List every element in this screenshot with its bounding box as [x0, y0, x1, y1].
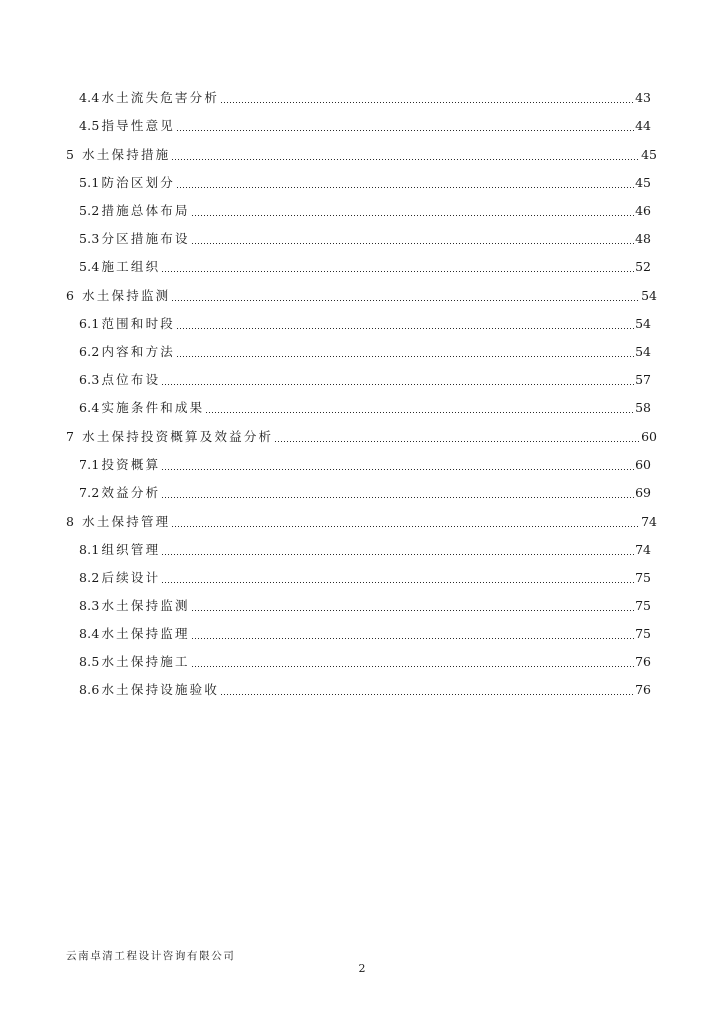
toc-page-number: 60 [641, 429, 657, 444]
toc-title: 指导性意见 [101, 118, 175, 133]
toc-entry-8-6[interactable] [79, 680, 651, 700]
toc-title: 施工组织 [101, 259, 161, 274]
toc-entry-8-2[interactable] [79, 568, 651, 588]
toc-entry-5-4[interactable] [79, 257, 651, 277]
toc-dot-leader [191, 638, 634, 639]
toc-number: 7 [66, 429, 75, 444]
toc-entry-6[interactable] [66, 286, 657, 306]
toc-title: 点位布设 [101, 372, 161, 387]
toc-number: 6 [66, 288, 75, 303]
toc-title: 措施总体布局 [101, 203, 190, 218]
toc-title: 范围和时段 [101, 316, 175, 331]
toc-page-number: 74 [641, 514, 657, 529]
toc-title: 水土流失危害分析 [101, 90, 220, 105]
toc-page-number: 45 [635, 175, 651, 190]
toc-number: 4.5 [79, 118, 100, 133]
toc-dot-leader [274, 441, 640, 442]
toc-page-number: 76 [635, 654, 651, 669]
toc-title: 水土保持监理 [101, 626, 190, 641]
toc-page-number: 57 [635, 372, 651, 387]
toc-entry-7-1[interactable] [79, 455, 651, 475]
toc-dot-leader [191, 666, 634, 667]
toc-dot-leader [161, 554, 634, 555]
toc-entry-6-1[interactable] [79, 314, 651, 334]
toc-number: 6.4 [79, 400, 100, 415]
toc-number: 8.2 [79, 570, 100, 585]
toc-entry-6-4[interactable] [79, 398, 651, 418]
toc-number: 5.2 [79, 203, 100, 218]
footer-company-name: 云南卓清工程设计咨询有限公司 [66, 950, 236, 962]
toc-dot-leader [220, 694, 634, 695]
toc-number: 8.6 [79, 682, 100, 697]
page-number: 2 [358, 962, 366, 975]
toc-title: 水土保持措施 [82, 147, 171, 162]
toc-number: 8.3 [79, 598, 100, 613]
toc-entry-7[interactable] [66, 427, 657, 447]
toc-number: 8.5 [79, 654, 100, 669]
toc-page-number: 54 [635, 316, 651, 331]
toc-number: 8 [66, 514, 75, 529]
toc-title: 效益分析 [101, 485, 161, 500]
toc-dot-leader [205, 412, 634, 413]
toc-entry-6-3[interactable] [79, 370, 651, 390]
toc-number: 5 [66, 147, 75, 162]
toc-title: 水土保持施工 [101, 654, 190, 669]
toc-number: 7.2 [79, 485, 100, 500]
toc-title: 分区措施布设 [101, 231, 190, 246]
toc-dot-leader [161, 469, 634, 470]
toc-title: 组织管理 [101, 542, 161, 557]
toc-title: 水土保持投资概算及效益分析 [82, 429, 274, 444]
toc-page-number: 75 [635, 570, 651, 585]
toc-dot-leader [161, 271, 634, 272]
toc-dot-leader [176, 187, 634, 188]
toc-dot-leader [171, 159, 640, 160]
toc-dot-leader [161, 582, 634, 583]
toc-dot-leader [191, 610, 634, 611]
toc-dot-leader [171, 300, 640, 301]
toc-title: 内容和方法 [101, 344, 175, 359]
toc-entry-6-2[interactable] [79, 342, 651, 362]
toc-entry-8-5[interactable] [79, 652, 651, 672]
toc-page-number: 52 [635, 259, 651, 274]
toc-page-number: 58 [635, 400, 651, 415]
toc-page-number: 43 [635, 90, 651, 105]
toc-entry-5-3[interactable] [79, 229, 651, 249]
toc-entry-4-5[interactable] [79, 116, 651, 136]
toc-page-number: 75 [635, 598, 651, 613]
toc-dot-leader [171, 526, 640, 527]
toc-page-number: 46 [635, 203, 651, 218]
toc-number: 8.4 [79, 626, 100, 641]
toc-page-number: 44 [635, 118, 651, 133]
toc-dot-leader [176, 328, 634, 329]
toc-page-number: 54 [641, 288, 657, 303]
toc-page-number: 48 [635, 231, 651, 246]
toc-title: 水土保持监测 [82, 288, 171, 303]
toc-dot-leader [220, 102, 634, 103]
toc-number: 6.3 [79, 372, 100, 387]
toc-number: 7.1 [79, 457, 100, 472]
toc-title: 水土保持设施验收 [101, 682, 220, 697]
toc-title: 实施条件和成果 [101, 400, 205, 415]
toc-number: 6.1 [79, 316, 100, 331]
toc-page-number: 74 [635, 542, 651, 557]
toc-page-number: 54 [635, 344, 651, 359]
toc-number: 5.1 [79, 175, 100, 190]
toc-number: 4.4 [79, 90, 100, 105]
toc-entry-8-3[interactable] [79, 596, 651, 616]
toc-page-number: 69 [635, 485, 651, 500]
toc-dot-leader [176, 130, 634, 131]
toc-entry-5[interactable] [66, 145, 657, 165]
toc-page-number: 75 [635, 626, 651, 641]
toc-title: 水土保持监测 [101, 598, 190, 613]
toc-dot-leader [176, 356, 634, 357]
toc-number: 6.2 [79, 344, 100, 359]
toc-entry-8-1[interactable] [79, 540, 651, 560]
toc-title: 防治区划分 [101, 175, 175, 190]
toc-number: 5.3 [79, 231, 100, 246]
toc-dot-leader [191, 243, 634, 244]
toc-dot-leader [161, 497, 634, 498]
toc-entry-8-4[interactable] [79, 624, 651, 644]
toc-dot-leader [191, 215, 634, 216]
toc-number: 5.4 [79, 259, 100, 274]
toc-entry-5-2[interactable] [79, 201, 651, 221]
toc-entry-4-4[interactable] [79, 88, 651, 108]
toc-entry-7-2[interactable] [79, 483, 651, 503]
toc-page-number: 45 [641, 147, 657, 162]
toc-entry-8[interactable] [66, 512, 657, 532]
toc-page-number: 76 [635, 682, 651, 697]
toc-entry-5-1[interactable] [79, 173, 651, 193]
toc-dot-leader [161, 384, 634, 385]
toc-title: 后续设计 [101, 570, 161, 585]
toc-number: 8.1 [79, 542, 100, 557]
toc-title: 水土保持管理 [82, 514, 171, 529]
toc-title: 投资概算 [101, 457, 161, 472]
toc-page-number: 60 [635, 457, 651, 472]
